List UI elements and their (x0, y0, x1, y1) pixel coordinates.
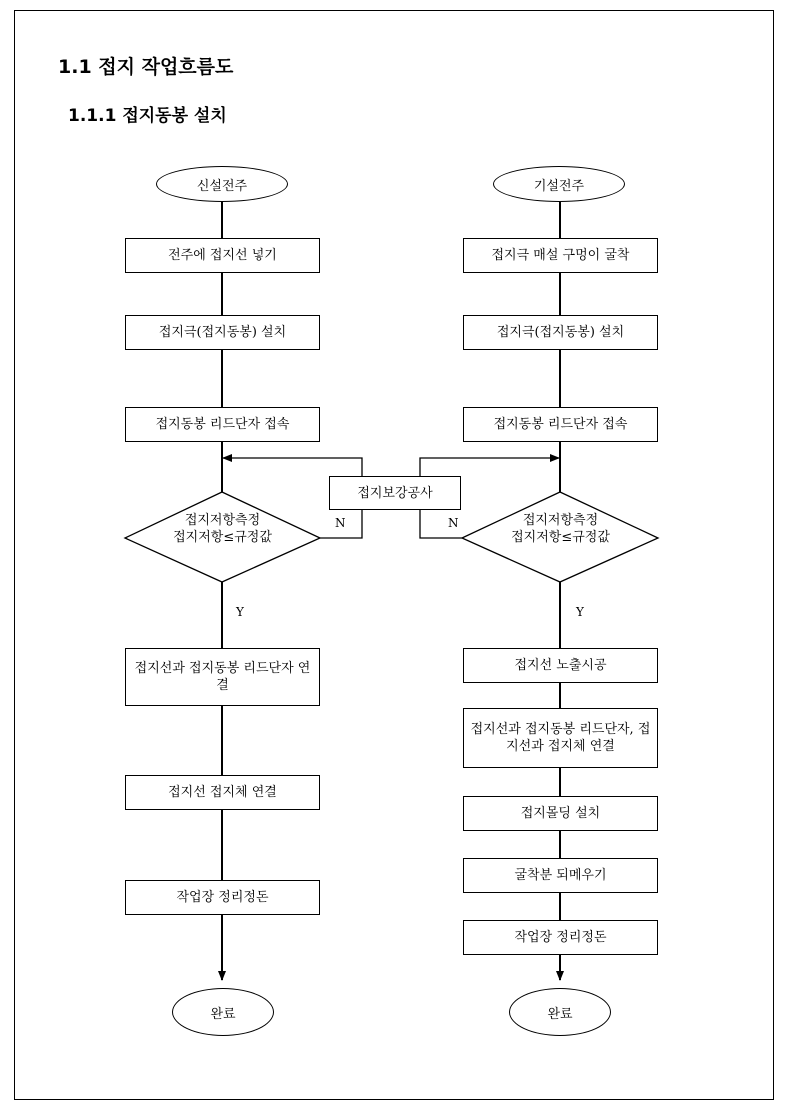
section-heading: 1.1 접지 작업흐름도 (58, 56, 234, 78)
right-decision-text (478, 512, 643, 546)
right-step-8-box: 작업장 정리정돈 (463, 920, 658, 955)
reinforce-work-box: 접지보강공사 (329, 476, 461, 510)
right-step-5-box: 접지선과 접지동봉 리드단자, 접지선과 접지체 연결 (463, 708, 658, 768)
right-step-6-box: 접지몰딩 설치 (463, 796, 658, 831)
left-end-terminal: 완료 (172, 988, 274, 1036)
left-yes-label: Y (236, 605, 244, 619)
right-decision-line-2: 접지저항≤규정값 (511, 530, 610, 545)
left-step-3-box: 접지동봉 리드단자 접속 (125, 407, 320, 442)
left-start-terminal: 신설전주 (156, 166, 288, 202)
right-step-4-box: 접지선 노출시공 (463, 648, 658, 683)
right-yes-label: Y (576, 605, 584, 619)
left-decision-line-1: 접지저항측정 (184, 513, 261, 528)
right-step-2-box: 접지극(접지동봉) 설치 (463, 315, 658, 350)
left-step-6-box: 작업장 정리정돈 (125, 880, 320, 915)
left-decision-line-2: 접지저항≤규정값 (173, 530, 272, 545)
left-decision-text (140, 512, 305, 546)
right-no-label: N (448, 516, 459, 530)
left-step-2-box: 접지극(접지동봉) 설치 (125, 315, 320, 350)
right-step-1-box: 접지극 매설 구멍이 굴착 (463, 238, 658, 273)
right-decision-line-1: 접지저항측정 (522, 513, 599, 528)
left-step-4-box: 접지선과 접지동봉 리드단자 연결 (125, 648, 320, 706)
subsection-heading: 1.1.1 접지동봉 설치 (68, 106, 227, 126)
left-step-1-box: 전주에 접지선 넣기 (125, 238, 320, 273)
right-step-3-box: 접지동봉 리드단자 접속 (463, 407, 658, 442)
right-start-terminal: 기설전주 (493, 166, 625, 202)
left-no-label: N (335, 516, 346, 530)
right-end-terminal: 완료 (509, 988, 611, 1036)
left-step-5-box: 접지선 접지체 연결 (125, 775, 320, 810)
right-step-7-box: 굴착분 되메우기 (463, 858, 658, 893)
